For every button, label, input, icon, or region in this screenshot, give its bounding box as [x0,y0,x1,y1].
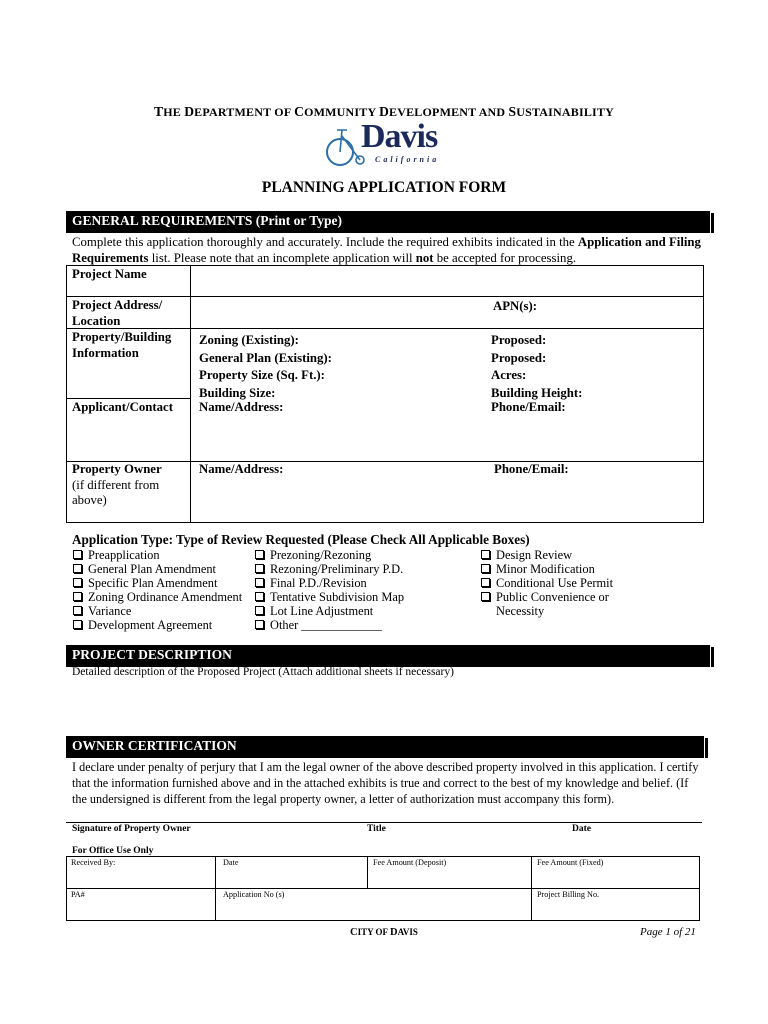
signature-title-label: Title [367,824,386,834]
building-size-label: Building Size: [199,385,276,400]
checkbox-variance[interactable]: Variance [73,604,242,618]
checkbox-prezoning-rezoning[interactable]: Prezoning/Rezoning [255,548,404,562]
project-address-field[interactable] [195,297,485,327]
property-info-labels [199,332,332,402]
checkbox-icon[interactable] [73,550,82,559]
project-name-field[interactable] [195,266,699,295]
building-height-label: Building Height: [491,385,583,400]
logo-subtitle: California [375,155,440,164]
general-requirements-table [66,265,704,523]
office-date-label: Date [223,858,239,867]
checkbox-other[interactable]: Other _____________ [255,618,404,632]
owner-phone-email-label: Phone/Email: [494,462,569,476]
checkbox-icon[interactable] [255,606,264,615]
logo-word: Davis [361,118,438,155]
checkbox-final-pd-revision[interactable]: Final P.D./Revision [255,576,404,590]
intro-text: Complete this application thoroughly and accurately. Include the required exhibits indicated in the Application and Filing Requirements list. Please note that an incomplete application will not be accepted for processing. [72,235,701,265]
checkbox-zoning-ordinance-amendment[interactable]: Zoning Ordinance Amendment [73,590,242,604]
checkbox-lot-line-adjustment[interactable]: Lot Line Adjustment [255,604,404,618]
application-type-column-2 [255,548,404,632]
checkbox-icon[interactable] [73,564,82,573]
checkbox-icon[interactable] [73,620,82,629]
proposed-zoning-label: Proposed: [491,333,547,347]
checkbox-minor-modification[interactable]: Minor Modification [481,562,613,576]
billing-no-label: Project Billing No. [537,890,600,899]
zoning-label: Zoning (Existing): [199,333,299,347]
owner-certification-bar: OWNER CERTIFICATION [66,736,704,758]
application-type-title: Application Type: Type of Review Requested (Please Check All Applicable Boxes) [72,532,530,547]
checkbox-icon[interactable] [481,564,490,573]
checkbox-icon[interactable] [481,578,490,587]
applicant-phone-email-label: Phone/Email: [491,400,566,414]
department-title: THE DEPARTMENT OF COMMUNITY DEVELOPMENT AND SUSTAINABILITY [154,104,614,119]
public-convenience-continued: Necessity [496,604,545,618]
apn-label: APN(s): [493,299,538,313]
office-use-table [66,856,700,921]
project-name-label: Project Name [72,267,147,281]
checkbox-icon[interactable] [481,592,490,601]
property-building-label: Property/Building Information [72,330,172,360]
property-owner-label: Property Owner (if different from above) [72,462,162,507]
signature-owner-label: Signature of Property Owner [72,824,191,834]
proposed-plan-label: Proposed: [491,350,547,365]
property-size-label: Property Size (Sq. Ft.): [199,368,325,382]
checkbox-icon[interactable] [255,578,264,587]
acres-label: Acres: [491,368,527,382]
checkbox-general-plan-amendment[interactable]: General Plan Amendment [73,562,242,576]
checkbox-preapplication[interactable]: Preapplication [73,548,242,562]
signature-line[interactable] [66,822,702,823]
general-plan-label: General Plan (Existing): [199,350,332,365]
application-type-column-1 [73,548,242,632]
project-description-bar: PROJECT DESCRIPTION [66,645,710,667]
application-no-label: Application No (s) [223,890,285,899]
checkbox-rezoning-preliminary-pd[interactable]: Rezoning/Preliminary P.D. [255,562,404,576]
checkbox-icon[interactable] [73,578,82,587]
applicant-name-address-label: Name/Address: [199,400,284,414]
application-type-column-3 [481,548,613,618]
general-requirements-bar: GENERAL REQUIREMENTS (Print or Type) [66,211,710,233]
checkbox-public-convenience[interactable]: Public Convenience or [481,590,613,604]
bicycle-icon [325,122,365,166]
received-by-label: Received By: [71,858,116,867]
project-description-field[interactable] [66,684,702,734]
checkbox-icon[interactable] [255,564,264,573]
office-use-label: For Office Use Only [72,846,154,856]
owner-name-address-label: Name/Address: [199,462,284,476]
project-description-hint: Detailed description of the Proposed Project (Attach additional sheets if necessary) [72,666,454,678]
footer-city: CITY OF DAVIS [350,927,418,938]
fee-fixed-label: Fee Amount (Fixed) [537,858,604,867]
page-number: Page 1 of 21 [640,926,696,938]
applicant-contact-label: Applicant/Contact [72,400,173,414]
checkbox-icon[interactable] [255,550,264,559]
form-title: PLANNING APPLICATION FORM [261,179,507,196]
checkbox-development-agreement[interactable]: Development Agreement [73,618,242,632]
fee-deposit-label: Fee Amount (Deposit) [373,858,447,867]
davis-logo [325,120,450,168]
checkbox-specific-plan-amendment[interactable]: Specific Plan Amendment [73,576,242,590]
checkbox-icon[interactable] [255,620,264,629]
checkbox-icon[interactable] [73,606,82,615]
project-address-label: Project Address/ Location [72,298,163,328]
signature-date-label: Date [572,824,591,834]
checkbox-icon[interactable] [255,592,264,601]
checkbox-tentative-subdivision-map[interactable]: Tentative Subdivision Map [255,590,404,604]
checkbox-icon[interactable] [481,550,490,559]
checkbox-conditional-use-permit[interactable]: Conditional Use Permit [481,576,613,590]
owner-certification-text: I declare under penalty of perjury that I am the legal owner of the above described property involved in this application. I certify that the information furnished above and in the attached exhibits is true and correct to the best of my knowledge and belief. (If the undersigned is different from the legal property owner, a letter of authorization must accompany this form). [72,760,699,806]
property-info-right-labels [491,332,582,402]
checkbox-icon[interactable] [73,592,82,601]
pa-number-label: PA# [71,890,85,899]
checkbox-design-review[interactable]: Design Review [481,548,613,562]
